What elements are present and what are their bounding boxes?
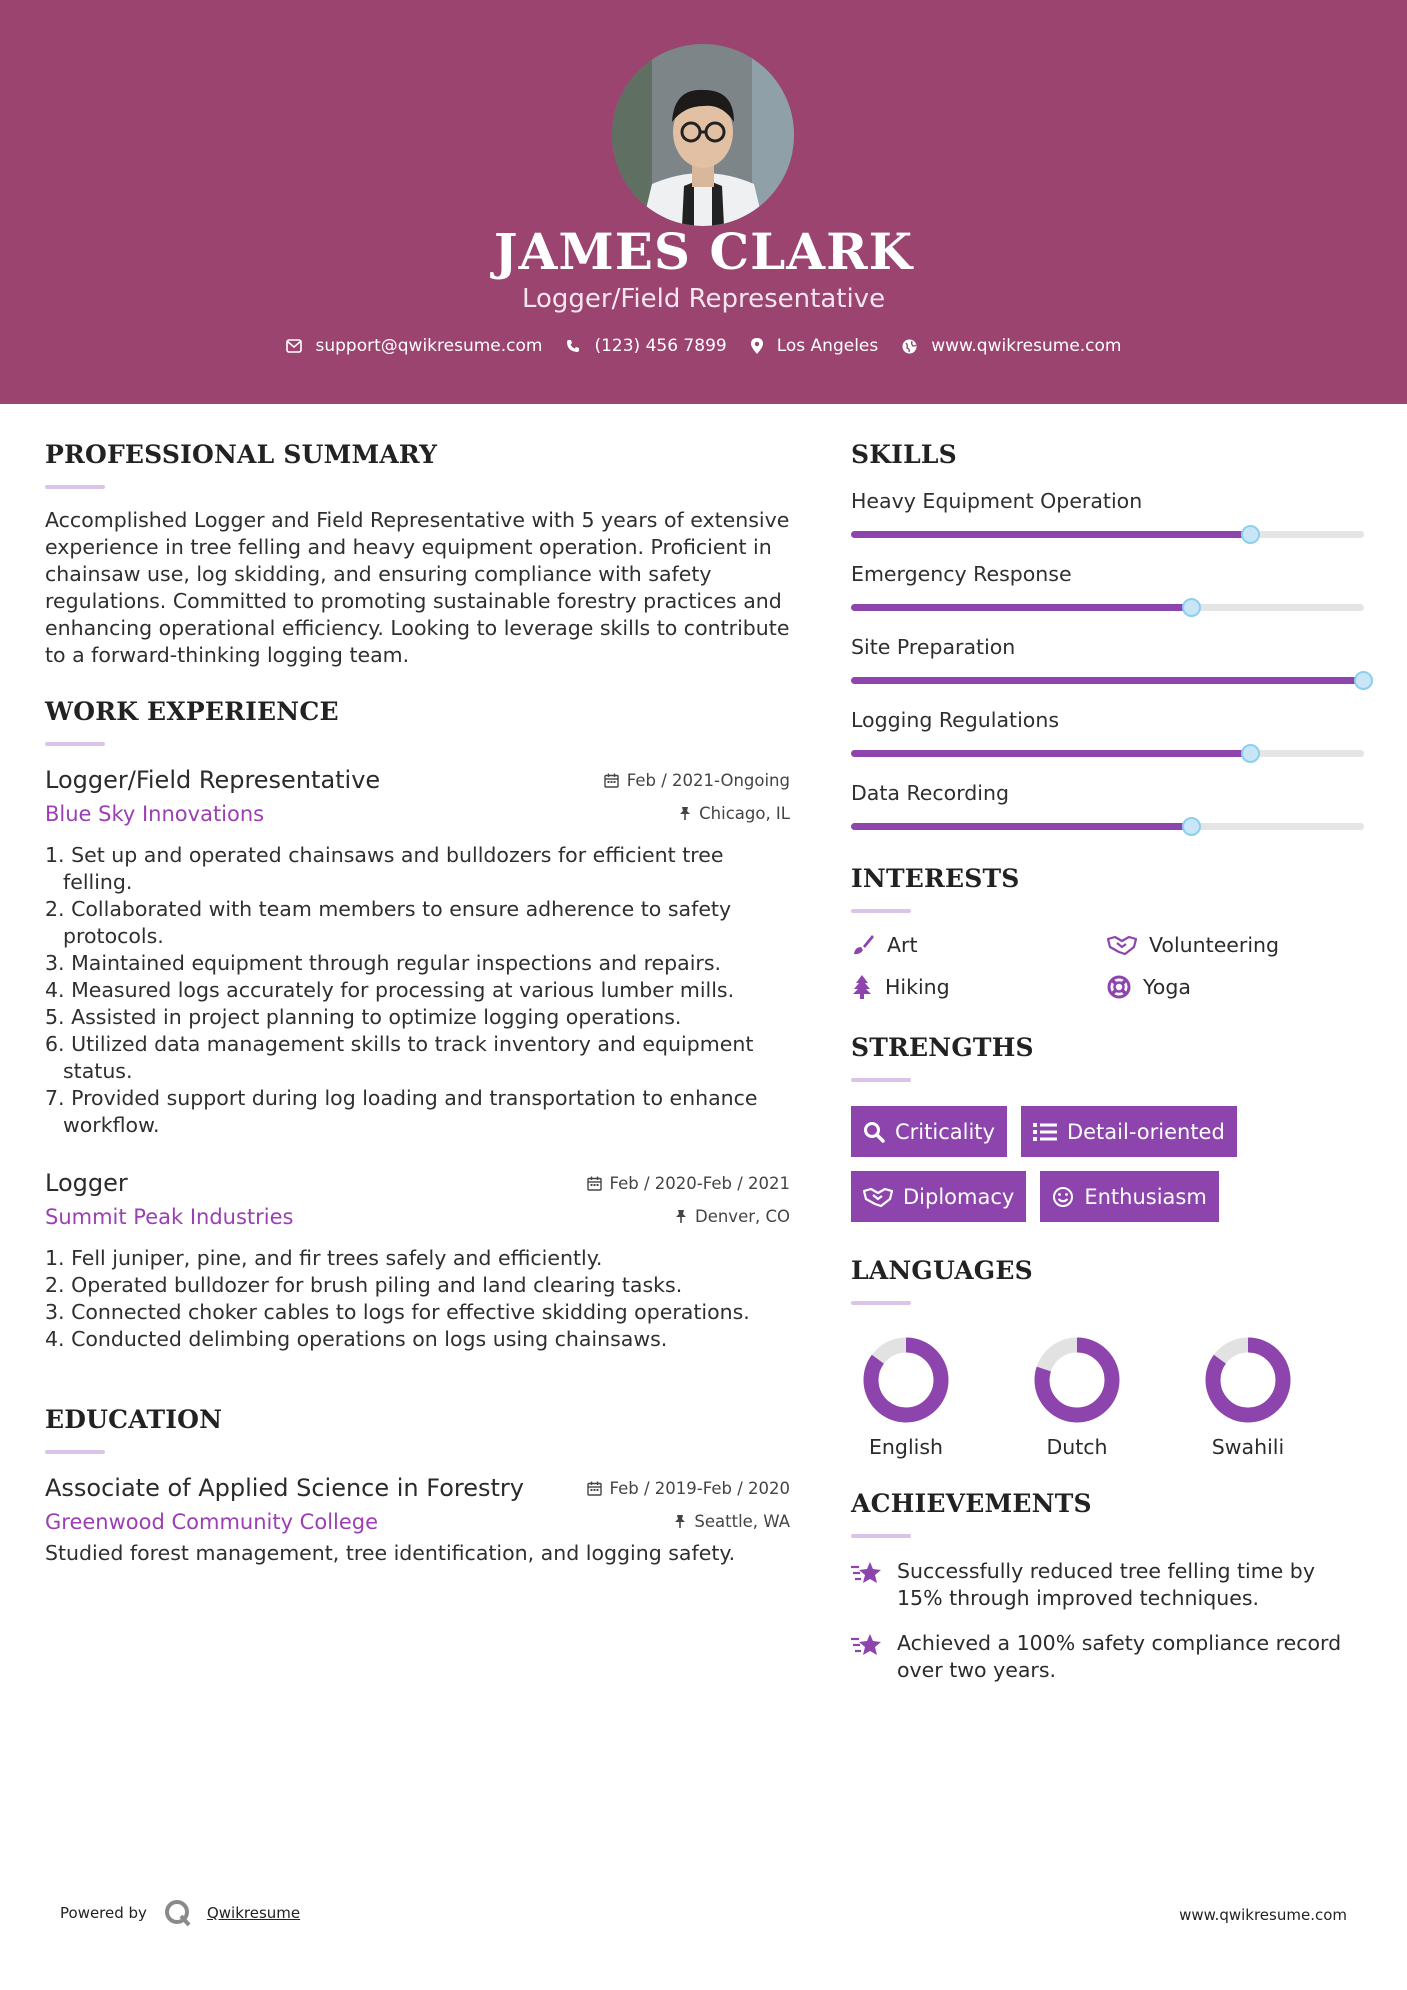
phone-icon: [566, 339, 580, 353]
candidate-name: JAMES CLARK: [493, 222, 914, 281]
calendar-icon: [587, 1176, 602, 1191]
skill-level-knob: [1241, 525, 1260, 544]
summary-section: [45, 440, 790, 669]
life-ring-icon: [1107, 975, 1131, 999]
section-divider: [851, 1078, 911, 1082]
section-divider: [851, 909, 911, 913]
skill-level-fill: [851, 677, 1364, 684]
job-location: Chicago, IL: [679, 804, 790, 823]
skill-name: Site Preparation: [851, 635, 1016, 659]
list-item: 7. Provided support during log loading and transportation to enhance workflow.: [45, 1086, 758, 1137]
strength-chip: Detail-oriented: [1021, 1106, 1237, 1157]
location-text: Los Angeles: [776, 336, 879, 356]
skill-name: Emergency Response: [851, 562, 1072, 586]
section-divider: [45, 742, 105, 746]
job-location: Denver, CO: [675, 1207, 790, 1226]
section-divider: [45, 485, 105, 489]
skills-list: [851, 489, 1364, 830]
section-divider: [851, 1534, 911, 1538]
job-title: Logger: [45, 1169, 128, 1197]
handshake-icon: [863, 1186, 893, 1208]
email-text: support@qwikresume.com: [315, 336, 543, 356]
list-item: 2. Operated bulldozer for brush piling and land clearing tasks.: [45, 1273, 683, 1297]
interests-heading: INTERESTS: [851, 864, 1020, 893]
shooting-star-icon: [851, 1632, 883, 1658]
handshake-icon: [1107, 934, 1137, 956]
language-name: Dutch: [1046, 1435, 1108, 1459]
right-column: [851, 440, 1364, 1684]
calendar-icon: [604, 773, 619, 788]
skill-level-fill: [851, 823, 1192, 830]
pushpin-icon: [679, 806, 691, 821]
candidate-title: Logger/Field Representative: [521, 284, 886, 314]
job-date: Feb / 2021-Ongoing: [604, 771, 790, 790]
skill-item: [851, 635, 1364, 684]
strength-chip: Enthusiasm: [1040, 1171, 1218, 1222]
list-item: 6. Utilized data management skills to track inventory and equipment status.: [45, 1032, 754, 1083]
skill-item: [851, 708, 1364, 757]
education-heading: EDUCATION: [45, 1405, 223, 1434]
list-item: 3. Connected choker cables to logs for effective skidding operations.: [45, 1300, 750, 1324]
shooting-star-icon: [851, 1560, 883, 1586]
skill-level-knob: [1241, 744, 1260, 763]
skill-level-fill: [851, 750, 1251, 757]
calendar-icon: [587, 1481, 602, 1496]
footer-powered-by: [60, 1898, 300, 1928]
skill-track: [851, 604, 1364, 611]
contact-bar: [0, 336, 1407, 356]
profile-photo: [612, 44, 794, 226]
smile-icon: [1052, 1186, 1074, 1208]
summary-text: Accomplished Logger and Field Representative with 5 years of extensive experience in tree felling and heavy equipment operation. Proficient in chainsaw use, log skidding, and ensuring compliance with safety regulations. Committed to promoting sustainable forestry practices and enhancing operational efficiency. Looking to leverage skills to contribute to a forward-thinking logging team.: [45, 508, 790, 667]
list-icon: [1033, 1122, 1057, 1142]
skill-name: Data Recording: [851, 781, 1009, 805]
strength-chip: Criticality: [851, 1106, 1007, 1157]
contact-website[interactable]: [902, 336, 1121, 356]
interest-item: Art: [851, 933, 1107, 957]
language-donut: [1022, 1335, 1132, 1425]
qwikresume-logo-icon: [163, 1898, 193, 1928]
contact-phone[interactable]: [566, 336, 726, 356]
paintbrush-icon: [851, 933, 875, 957]
school-name: Greenwood Community College: [45, 1510, 379, 1534]
envelope-icon: [286, 339, 302, 353]
company-name: Summit Peak Industries: [45, 1205, 294, 1229]
skill-level-fill: [851, 531, 1251, 538]
skill-name: Logging Regulations: [851, 708, 1059, 732]
achievements-heading: ACHIEVEMENTS: [851, 1489, 1092, 1518]
skill-track: [851, 823, 1364, 830]
skills-section: [851, 440, 1364, 830]
language-name: English: [868, 1435, 944, 1459]
summary-heading: PROFESSIONAL SUMMARY: [45, 440, 438, 469]
footer-website[interactable]: www.qwikresume.com: [1179, 1906, 1347, 1924]
list-item: 1. Fell juniper, pine, and fir trees safely and efficiently.: [45, 1246, 603, 1270]
achievement-item: Achieved a 100% safety compliance record over two years.: [851, 1630, 1364, 1684]
strengths-heading: STRENGTHS: [851, 1033, 1034, 1062]
job-entry: [45, 766, 790, 1139]
interests-list: [851, 933, 1364, 999]
list-item: 4. Measured logs accurately for processing at various lumber mills.: [45, 978, 735, 1002]
language-item: [1022, 1335, 1193, 1459]
company-name: Blue Sky Innovations: [45, 802, 265, 826]
interest-item: Hiking: [851, 975, 1107, 999]
section-divider: [45, 1450, 105, 1454]
job-duties: [45, 1245, 790, 1353]
achievement-item: Successfully reduced tree felling time by 15% through improved techniques.: [851, 1558, 1364, 1612]
globe-icon: [902, 339, 917, 354]
pushpin-icon: [674, 1514, 686, 1529]
powered-by-label: Powered by: [60, 1904, 147, 1922]
job-duties: [45, 842, 790, 1139]
language-item: [1193, 1335, 1364, 1459]
experience-heading: WORK EXPERIENCE: [45, 697, 339, 726]
education-location: Seattle, WA: [674, 1512, 790, 1531]
job-date: Feb / 2020-Feb / 2021: [587, 1174, 790, 1193]
job-entry: [45, 1169, 790, 1353]
map-pin-icon: [751, 338, 763, 354]
search-icon: [863, 1121, 885, 1143]
experience-section: [45, 697, 790, 1353]
strength-chip: Diplomacy: [851, 1171, 1026, 1222]
skill-level-fill: [851, 604, 1192, 611]
skill-track: [851, 531, 1364, 538]
languages-heading: LANGUAGES: [851, 1256, 1033, 1285]
degree-title: Associate of Applied Science in Forestry: [45, 1474, 524, 1502]
skill-track: [851, 677, 1364, 684]
achievements-section: [851, 1489, 1364, 1684]
skills-heading: SKILLS: [851, 440, 957, 469]
interest-item: Yoga: [1107, 975, 1363, 999]
tree-icon: [851, 975, 873, 999]
languages-list: [851, 1335, 1364, 1459]
skill-track: [851, 750, 1364, 757]
language-donut: [1193, 1335, 1303, 1425]
job-title: Logger/Field Representative: [45, 766, 381, 794]
skill-level-knob: [1354, 671, 1373, 690]
pushpin-icon: [675, 1209, 687, 1224]
languages-section: [851, 1256, 1364, 1459]
list-item: 4. Conducted delimbing operations on logs using chainsaws.: [45, 1327, 668, 1351]
website-text: www.qwikresume.com: [931, 336, 1122, 356]
interest-item: Volunteering: [1107, 933, 1363, 957]
left-column: [45, 440, 790, 1567]
interests-section: [851, 864, 1364, 999]
phone-text: (123) 456 7899: [594, 336, 727, 356]
strengths-section: [851, 1033, 1364, 1222]
brand-link[interactable]: Qwikresume: [206, 1904, 301, 1922]
language-donut: [851, 1335, 961, 1425]
list-item: 2. Collaborated with team members to ensure adherence to safety protocols.: [45, 897, 732, 948]
skill-level-knob: [1182, 817, 1201, 836]
list-item: 1. Set up and operated chainsaws and bulldozers for efficient tree felling.: [45, 843, 724, 894]
skill-item: [851, 489, 1364, 538]
education-description: Studied forest management, tree identification, and logging safety.: [45, 1541, 736, 1565]
skill-item: [851, 781, 1364, 830]
language-item: [851, 1335, 1022, 1459]
list-item: 3. Maintained equipment through regular inspections and repairs.: [45, 951, 722, 975]
education-date: Feb / 2019-Feb / 2020: [587, 1479, 790, 1498]
education-section: [45, 1405, 790, 1567]
resume-header: [0, 0, 1407, 404]
strengths-list: [851, 1106, 1364, 1222]
list-item: 5. Assisted in project planning to optimize logging operations.: [45, 1005, 682, 1029]
section-divider: [851, 1301, 911, 1305]
skill-item: [851, 562, 1364, 611]
contact-location: [751, 336, 879, 356]
skill-level-knob: [1182, 598, 1201, 617]
skill-name: Heavy Equipment Operation: [851, 489, 1143, 513]
language-name: Swahili: [1211, 1435, 1285, 1459]
contact-email[interactable]: [286, 336, 543, 356]
